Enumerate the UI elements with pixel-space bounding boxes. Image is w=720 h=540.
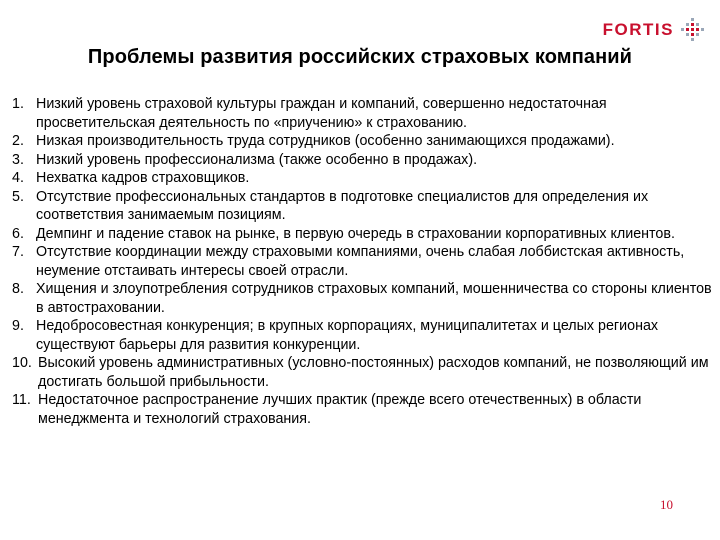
item-number: 11.	[12, 392, 31, 408]
item-text: Низкий уровень профессионализма (также особенно в продажах).	[36, 151, 478, 168]
page-number: 10	[660, 497, 673, 512]
item-number: 9.	[12, 318, 24, 334]
fortis-logo	[603, 17, 706, 43]
item-number: 8.	[12, 281, 24, 297]
item-number: 6.	[12, 225, 24, 242]
item-number: 2.	[12, 133, 24, 149]
item-text: Демпинг и падение ставок на рынке, в первую очередь в страховании корпоративных клиентов.	[36, 225, 675, 242]
item-text: Нехватка кадров страховщиков.	[36, 170, 250, 186]
item-text: Отсутствие координации между страховыми компаниями, очень слабая лоббистская активность, неумение отстаивать интересы своей отрасли.	[36, 244, 685, 279]
item-text: Недостаточное распространение лучших практик (прежде всего отечественных) в области менеджмента и технологий страхования.	[38, 392, 642, 427]
list-item	[12, 95, 712, 132]
list-item	[12, 132, 712, 151]
list-item	[12, 391, 712, 428]
item-text: Низкий уровень страховой культуры граждан и компаний, совершенно недостаточная просветительская деятельность по «приучению» к страхованию.	[36, 96, 607, 131]
logo-mark-icon	[680, 17, 706, 43]
item-text: Высокий уровень административных (условно-постоянных) расходов компаний, не позволяющий им достигать большой прибыльности.	[38, 355, 709, 390]
list-item	[12, 243, 712, 280]
logo-text: FORTIS	[602, 20, 674, 39]
page-title: Проблемы развития российских страховых компаний	[87, 46, 633, 68]
list-item	[12, 225, 712, 244]
item-number: 4.	[12, 170, 24, 186]
list-item	[12, 280, 712, 317]
item-number: 10.	[12, 355, 32, 371]
item-text: Низкая производительность труда сотрудников (особенно занимающихся продажами).	[36, 133, 615, 149]
problems-list	[12, 95, 712, 428]
list-item	[12, 317, 712, 354]
list-item	[12, 151, 712, 170]
item-number: 1.	[12, 96, 24, 112]
item-number: 5.	[12, 188, 24, 205]
item-text: Недобросовестная конкуренция; в крупных корпорациях, муниципалитетах и целых регионах существуют барьеры для развития конкуренции.	[36, 318, 659, 353]
list-item	[12, 188, 712, 225]
list-item	[12, 169, 712, 188]
item-text: Отсутствие профессиональных стандартов в подготовке специалистов для определения их соответствия занимаемым позициям.	[36, 188, 649, 223]
list-item	[12, 354, 712, 391]
item-number: 7.	[12, 244, 24, 260]
item-number: 3.	[12, 151, 24, 168]
item-text: Хищения и злоупотребления сотрудников страховых компаний, мошенничества со стороны клиентов в автостраховании.	[36, 281, 712, 316]
